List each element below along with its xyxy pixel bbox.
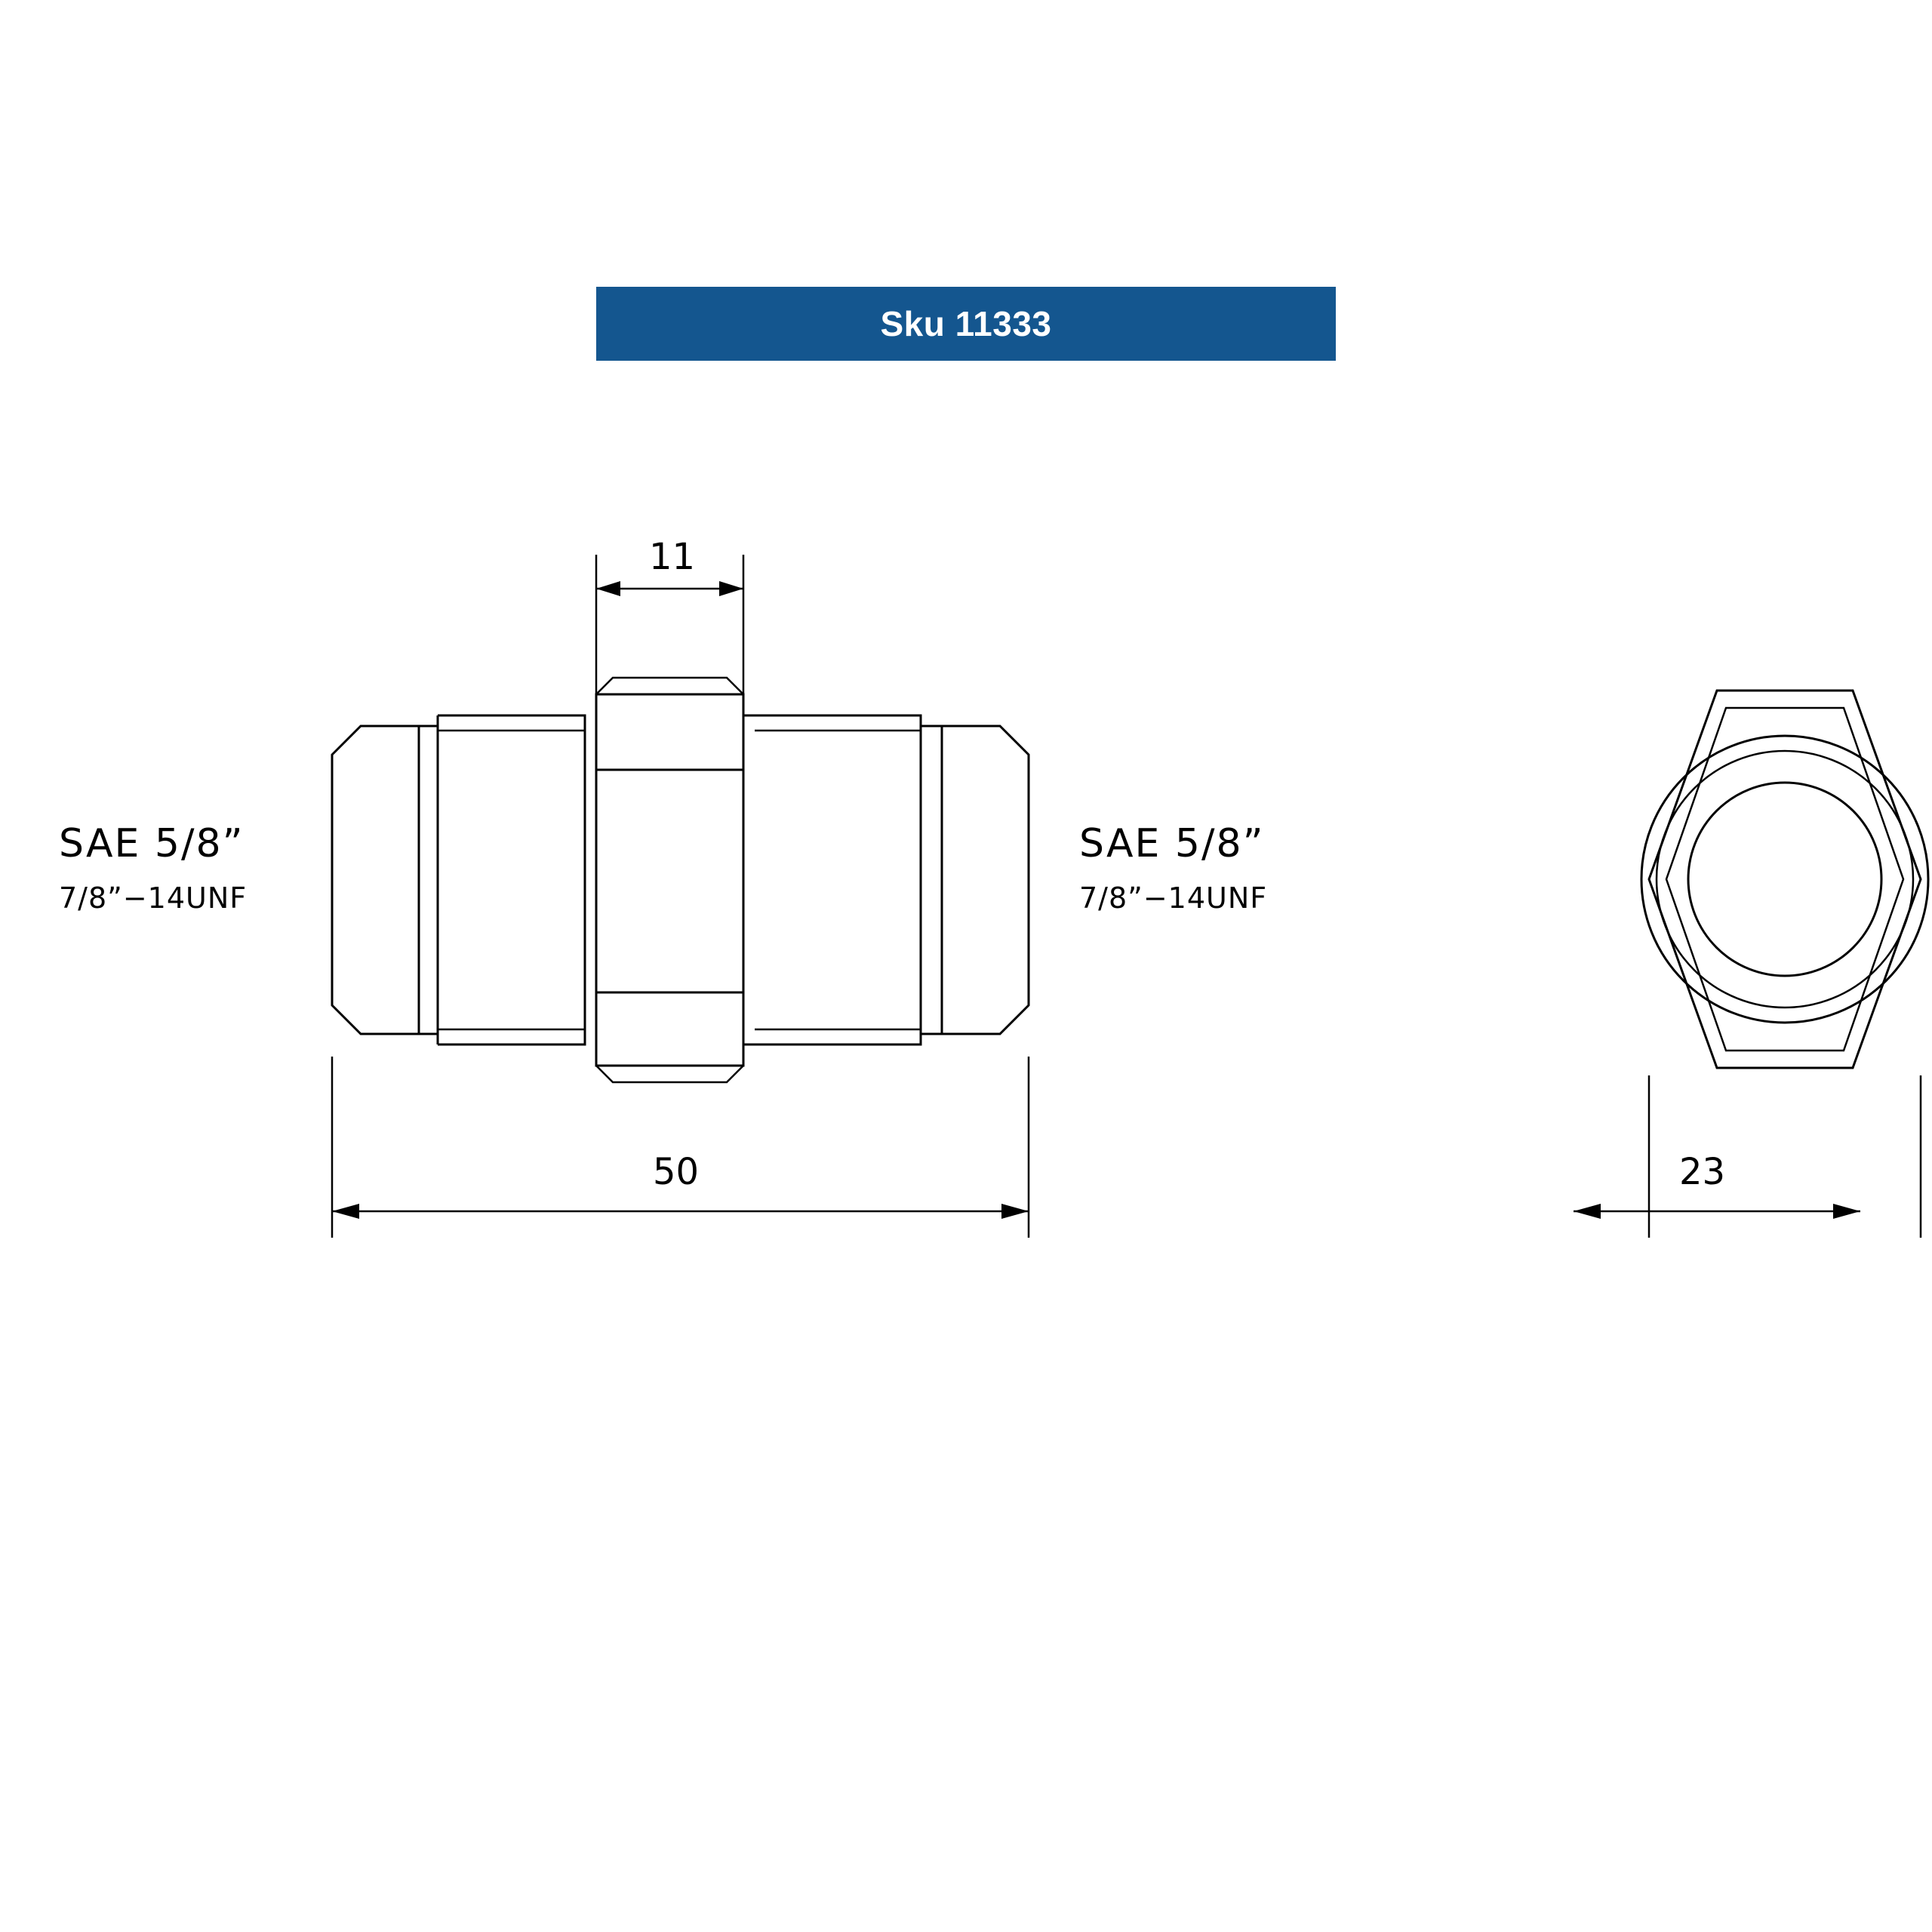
dimension-across-flats: 23	[1679, 1151, 1726, 1193]
left-sae-label: SAE 5/8”	[59, 821, 245, 866]
right-unf-label: 7/8”−14UNF	[1079, 881, 1268, 915]
left-unf-label: 7/8”−14UNF	[59, 881, 248, 915]
dimension-hex-width: 11	[649, 536, 696, 578]
end-view-geometry	[1574, 691, 1928, 1238]
side-view-geometry	[332, 555, 1029, 1238]
sku-label: Sku 11333	[880, 304, 1052, 343]
dimension-overall-length: 50	[653, 1151, 700, 1193]
right-sae-label: SAE 5/8”	[1079, 821, 1265, 866]
